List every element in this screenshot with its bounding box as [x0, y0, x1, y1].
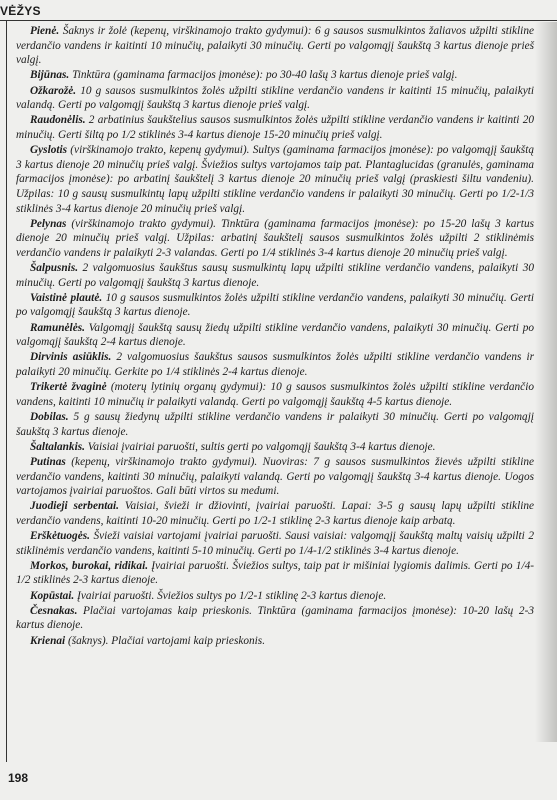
margin-rule [6, 20, 7, 762]
entry-piene [16, 24, 534, 68]
entry-pelynas [16, 217, 534, 261]
entry-name: Bijūnas. [30, 69, 70, 82]
entry-cesnakas [16, 604, 534, 633]
entry-name: Česnakas. [30, 604, 78, 617]
entry-name: Dobilas. [30, 410, 69, 423]
entry-text: (šaknys). Plačiai vartojami kaip prieskonis. [65, 634, 266, 647]
entry-text: Šaknys ir žolė (kepenų, virškinamojo trakto gydymui): 6 g sausos susmulkintos žaliavos užpilti stikline verdančio vandens ir kaitinti 10 minučių, palaikyti 30 minučių. Gerti po valgomąjį šaukštą 3 kartus dienoje prieš valgį. [16, 25, 534, 67]
entry-name: Kopūstai. [30, 589, 75, 602]
entry-morkos-burokai-ridikai [16, 559, 534, 588]
page-number: 198 [8, 771, 29, 785]
entry-salpusnis [16, 261, 534, 290]
entry-text: (virškinamojo trakto gydymui). Tinktūra (gaminama farmacijos įmonėse): po 15-20 lašų 3 kartus dienoje 20 minučių prieš valgį. Užpilas: arbatinį šaukštelį sausos susmulkintos žolės užpilti 2 stiklinėmis verdančio vandens ir palaikyti 2-3 valandas. Gerti po 1/4 stiklinės 3-4 kartus dienoje 20 minučių prieš valgį. [16, 217, 534, 259]
entry-text: Įvairiai paruošti. Šviežios sultys, taip pat ir mišiniai lygiomis dalimis. Gerti po 1/4-1/2 stiklinės 2-3 kartus dienoje. [16, 559, 534, 587]
page-body [16, 24, 534, 649]
entry-name: Trikertė žvaginė [30, 381, 107, 394]
entry-name: Vaistinė plautė. [30, 291, 103, 304]
entry-ramuneles [16, 321, 534, 350]
entry-text: Valgomąjį šaukštą sausų žiedų užpilti stikline verdančio vandens, palaikyti 30 minučių. Gerti po valgomąjį šaukštą 2-4 kartus dienoje. [16, 321, 534, 349]
entry-text: Vaisiai įvairiai paruošti, sultis gerti po valgomąjį šaukštą 3-4 kartus dienoje. [84, 440, 436, 453]
entry-bijunas [16, 68, 534, 83]
entry-name: Raudonėlis. [30, 114, 86, 127]
entry-name: Šaltalankis. [30, 440, 85, 453]
entry-juodieji-serbentai [16, 499, 534, 528]
entry-kopustai [16, 589, 534, 604]
entry-trikerte-zvagine [16, 380, 534, 409]
entry-text: 5 g sausų žiedynų užpilti stikline verdančio vandens ir palaikyti 30 minučių. Gerti po valgomąjį šaukštą 3 kartus dienoje. [16, 410, 534, 438]
entry-text: (kepenų, virškinamojo trakto gydymui). Nuoviras: 7 g sausos susmulkintos žievės užpilti stikline verdančio vandens, kaitinti 30 minučių, palaikyti valandą. Gerti po valgomąjį šaukštą 3-4 kartus dienoje. Uogos vartojamos įvairiai paruoštos. Gali būti virtos su medumi. [16, 455, 534, 498]
entry-dirvinis-asiuklis [16, 350, 534, 379]
entry-text: 10 g sausos susmulkintos žolės užpilti stikline verdančio vandens, palaikyti 30 minučių. Gerti po valgomąjį šaukštą 3 kartus dienoje. [16, 291, 534, 319]
entry-text: 10 g sausos susmulkintos žolės užpilti stikline verdančio vandens ir kaitinti 15 minučių, palaikyti valandą. Gerti po valgomąjį šaukštą 3 kartus dienoje prieš valgį. [16, 84, 534, 112]
entry-erskeuoges [16, 529, 534, 558]
entry-text: 2 valgomuosius šaukštus sausų susmulkintų lapų užpilti stikline verdančio vandens, palaikyti 30 minučių. Gerti po valgomąjį šaukštą 3 kartus dienoje. [16, 262, 534, 289]
entry-name: Krienai [30, 634, 66, 647]
entry-text: Plačiai vartojamas kaip prieskonis. Tinktūra (gaminama farmacijos įmonėse): 10-20 lašų 2-3 kartus dienoje. [16, 604, 534, 632]
entry-name: Erškėtuogės. [30, 530, 90, 543]
entry-name: Putinas [30, 455, 66, 468]
entry-dobilas [16, 410, 534, 439]
entry-text: 2 arbatinius šaukštelius sausos susmulkintos žolės užpilti stikline verdančio vandens ir kaitinti 20 minučių. Gerti šiltą po 1/2 stiklinės 3-4 kartus dienoje 15-20 minučių prieš valgį. [16, 114, 534, 141]
entry-text: Vaisiai, švieži ir džiovinti, įvairiai paruošti. Lapai: 3-5 g sausų lapų užpilti stikline verdančio vandens, kaitinti 10-20 minučių. Gerti po 1/2-1 stiklinę 2-3 kartus dienoje kaip arbatą. [16, 500, 535, 527]
entry-name: Morkos, burokai, ridikai. [30, 559, 149, 572]
entry-text: (moterų lytinių organų gydymui): 10 g sausos susmulkintos žolės užpilti stikline verdančio vandens, kaitinti 10 minučių ir palaikyti valandą. Gerti po valgomąjį šaukštą 4-5 kartus dienoje. [16, 381, 534, 408]
entry-krienai [16, 634, 534, 649]
entry-gyslotis [16, 143, 534, 216]
entry-text: Tinktūra (gaminama farmacijos įmonėse): po 30-40 lašų 3 kartus dienoje prieš valgį. [69, 69, 458, 82]
entry-name: Juodieji serbentai. [30, 500, 119, 513]
running-header: VĖŽYS [0, 4, 41, 18]
entry-name: Šalpusnis. [30, 262, 79, 275]
entry-text: Įvairiai paruošti. Šviežios sultys po 1/2-1 stiklinę 2-3 kartus dienoje. [74, 589, 387, 602]
entry-name: Ožkarožė. [30, 84, 77, 97]
entry-name: Gyslotis [30, 144, 68, 157]
entry-name: Ramunėlės. [30, 321, 85, 334]
entry-raudonelis [16, 113, 534, 142]
entry-name: Dirvinis asiūklis. [30, 351, 112, 364]
entry-name: Pienė. [30, 25, 60, 37]
header-rule [0, 20, 557, 21]
entry-name: Pelynas [30, 217, 67, 230]
entry-text: (virškinamojo trakto, kepenų gydymui). Sultys (gaminama farmacijos įmonėse): po valgomąjį šaukštą 3 kartus dienoje 20 minučių prieš valgį. Šviežios sultys vartojamos taip pat. Plantaglucidas (granulės, gaminama farmacijos įmonėse): po arbatinį šaukštelį 3 kartus dienoje 20 minučių prieš valgį (praskiesti šiltu vandeniu). Užpilas: 10 g sausų susmulkintų lapų užpilti stikline verdančio vandens ir palaikyti 30 minučių. Gerti po 1/2-1/3 stiklinės 3-4 kartus dienoje 20 minučių prieš valgį. [16, 144, 534, 215]
entry-saltalankis [16, 440, 534, 455]
entry-ozkaroze [16, 84, 534, 113]
facing-page-bleed [535, 22, 557, 742]
entry-text: 2 valgomuosius šaukštus sausos susmulkintos žolės užpilti stikline verdančio vandens ir palaikyti 20 minučių. Gerkite po 1/4 stiklinės 2-4 kartus dienoje. [16, 351, 534, 378]
entry-text: Švieži vaisiai vartojami įvairiai paruošti. Sausi vaisiai: valgomąjį šaukštą maltų vaisių užpilti 2 stiklinėmis verdančio vandens, kaitinti 5-10 minučių. Gerti po 1/4-1/2 stiklinės 3-4 kartus dienoje. [16, 530, 534, 557]
entry-putinas [16, 455, 534, 499]
entry-vaistine-plaute [16, 291, 534, 320]
